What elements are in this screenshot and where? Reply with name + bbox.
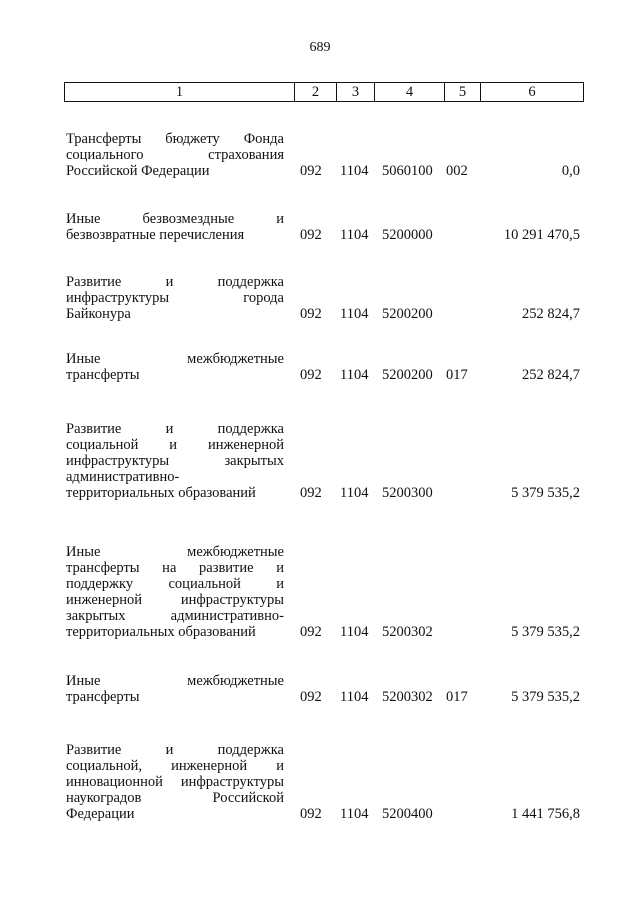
description-line: Иные межбюджетные xyxy=(66,673,284,689)
cell-col-4: 5200300 xyxy=(382,485,433,501)
description-line: социальной и инженерной xyxy=(66,437,284,453)
description-line: закрытых административно- xyxy=(66,608,284,624)
header-col-5: 5 xyxy=(445,83,481,101)
cell-col-2: 092 xyxy=(300,806,322,822)
cell-col-2: 092 xyxy=(300,306,322,322)
header-col-4: 4 xyxy=(375,83,445,101)
description-line: инфраструктуры закрытых xyxy=(66,453,284,469)
description-line: Развитие и поддержка xyxy=(66,274,284,290)
cell-col-6: 1 441 756,8 xyxy=(511,806,580,822)
cell-col-3: 1104 xyxy=(340,227,369,243)
description-line: безвозвратные перечисления xyxy=(66,227,245,243)
description-line: Российской Федерации xyxy=(66,163,210,179)
header-col-2: 2 xyxy=(295,83,337,101)
cell-col-2: 092 xyxy=(300,624,322,640)
cell-col-4: 5060100 xyxy=(382,163,433,179)
description-line: инфраструктуры города xyxy=(66,290,284,306)
description-line: инновационной инфраструктуры xyxy=(66,774,284,790)
description-line: наукоградов Российской xyxy=(66,790,284,806)
cell-col-3: 1104 xyxy=(340,367,369,383)
cell-col-2: 092 xyxy=(300,485,322,501)
description-line: трансферты xyxy=(66,689,140,705)
description-line: территориальных образований xyxy=(66,624,256,640)
header-col-1: 1 xyxy=(65,83,295,101)
header-col-3: 3 xyxy=(337,83,375,101)
description-line: трансферты xyxy=(66,367,140,383)
cell-col-3: 1104 xyxy=(340,163,369,179)
cell-col-6: 5 379 535,2 xyxy=(511,485,580,501)
description-line: Трансферты бюджету Фонда xyxy=(66,131,284,147)
header-col-6: 6 xyxy=(528,83,536,100)
cell-col-2: 092 xyxy=(300,227,322,243)
description-line: Байконура xyxy=(66,306,131,322)
row-description xyxy=(66,544,284,640)
cell-col-3: 1104 xyxy=(340,689,369,705)
cell-col-6: 0,0 xyxy=(561,163,580,179)
row-description xyxy=(66,211,284,243)
cell-col-6: 5 379 535,2 xyxy=(511,689,580,705)
table-header xyxy=(64,82,584,102)
page-number: 689 xyxy=(309,40,331,55)
cell-col-5: 017 xyxy=(446,367,468,383)
description-line: поддержку социальной и xyxy=(66,576,284,592)
description-line: территориальных образований xyxy=(66,485,256,501)
row-description xyxy=(66,742,284,822)
row-description xyxy=(66,351,284,383)
description-line: Иные безвозмездные и xyxy=(66,211,284,227)
row-description xyxy=(66,673,284,705)
description-line: Развитие и поддержка xyxy=(66,742,284,758)
cell-col-3: 1104 xyxy=(340,306,369,322)
cell-col-2: 092 xyxy=(300,367,322,383)
cell-col-4: 5200400 xyxy=(382,806,433,822)
description-line: инженерной инфраструктуры xyxy=(66,592,284,608)
cell-col-2: 092 xyxy=(300,163,322,179)
cell-col-3: 1104 xyxy=(340,806,369,822)
description-line: Иные межбюджетные xyxy=(66,544,284,560)
cell-col-5: 002 xyxy=(446,163,468,179)
cell-col-6: 10 291 470,5 xyxy=(503,227,580,243)
cell-col-3: 1104 xyxy=(340,624,369,640)
cell-col-3: 1104 xyxy=(340,485,369,501)
cell-col-4: 5200200 xyxy=(382,367,433,383)
cell-col-6: 252 824,7 xyxy=(522,306,580,322)
row-description xyxy=(66,421,284,501)
cell-col-2: 092 xyxy=(300,689,322,705)
cell-col-6: 252 824,7 xyxy=(522,367,580,383)
cell-col-5: 017 xyxy=(446,689,468,705)
description-line: трансферты на развитие и xyxy=(66,560,284,576)
cell-col-4: 5200000 xyxy=(382,227,433,243)
cell-col-6: 5 379 535,2 xyxy=(511,624,580,640)
row-description xyxy=(66,274,284,322)
description-line: социальной, инженерной и xyxy=(66,758,284,774)
row-description xyxy=(66,131,284,179)
cell-col-4: 5200302 xyxy=(382,624,433,640)
description-line: Иные межбюджетные xyxy=(66,351,284,367)
cell-col-4: 5200302 xyxy=(382,689,433,705)
description-line: Федерации xyxy=(66,806,135,822)
description-line: социального страхования xyxy=(66,147,284,163)
description-line: Развитие и поддержка xyxy=(66,421,284,437)
cell-col-4: 5200200 xyxy=(382,306,433,322)
description-line: административно- xyxy=(66,469,180,485)
